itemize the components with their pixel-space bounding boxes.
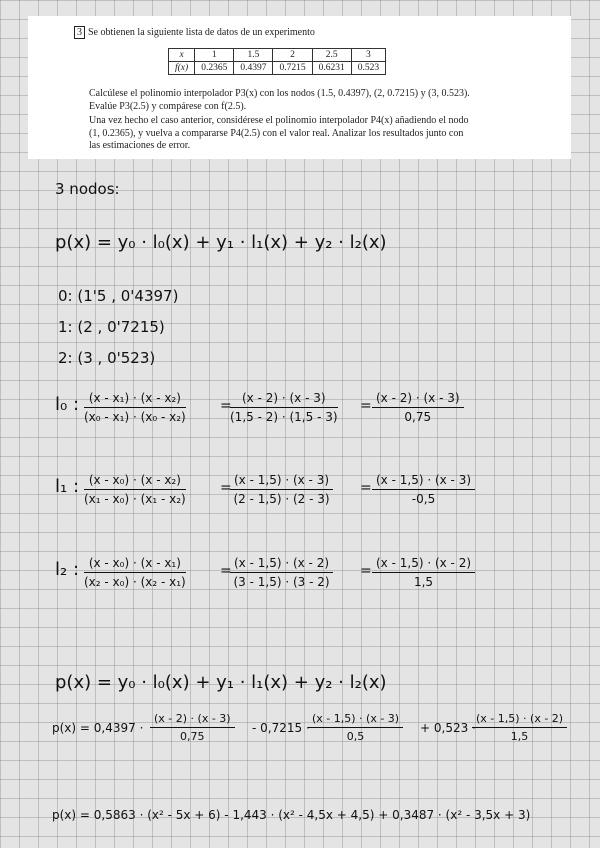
subst-term-3: [472, 712, 567, 743]
table-cell: 0.7215: [273, 62, 312, 75]
l1-den-simplified: -0,5: [411, 492, 436, 506]
l1-label: l₁ :: [55, 476, 80, 497]
table-cell: 0.6231: [312, 62, 351, 75]
l0-den-simplified: 0,75: [404, 410, 432, 424]
equals-sign: =: [360, 563, 372, 579]
table-cell: 1.5: [234, 49, 273, 62]
paragraph-line: Calcúlese el polinomio interpolador P3(x) con los nodos (1.5, 0.4397), (2, 0.7215) y (3, 0.523).: [89, 88, 470, 99]
l1-den-general: (x₁ - x₀) · (x₁ - x₂): [84, 492, 186, 506]
table-cell: 3: [351, 49, 385, 62]
table-cell: 0.2365: [195, 62, 234, 75]
node-2: 2: (3 , 0'523): [58, 349, 156, 367]
l0-den-subst: (1,5 - 2) · (1,5 - 3): [230, 410, 338, 424]
l1-num-simplified: (x - 1,5) · (x - 3): [372, 473, 475, 490]
l2-num-simplified: (x - 1,5) · (x - 2): [372, 556, 475, 573]
table-cell: f(x): [169, 62, 195, 75]
l2-num-general: (x - x₀) · (x - x₁): [84, 556, 186, 573]
l1-fraction-subst: [230, 473, 333, 506]
l2-den-subst: (3 - 1,5) · (3 - 2): [233, 575, 330, 589]
l0-fraction-simplified: [372, 391, 464, 424]
table-cell: 2: [273, 49, 312, 62]
l0-num-general: (x - x₁) · (x - x₂): [84, 391, 186, 408]
subst-mid-2: + 0,523 ·: [420, 721, 476, 735]
equals-sign: =: [220, 563, 232, 579]
l2-num-subst: (x - 1,5) · (x - 2): [230, 556, 333, 573]
paragraph-line: las estimaciones de error.: [89, 140, 191, 151]
paragraph-1: [89, 88, 470, 113]
subst-term-1-den: 0,75: [180, 730, 205, 743]
l2-fraction-general: [84, 556, 186, 589]
problem-intro: [74, 26, 315, 40]
equals-sign: =: [220, 480, 232, 496]
subst-term-2: [308, 712, 403, 743]
l2-fraction-simplified: [372, 556, 475, 589]
problem-number: 3: [74, 26, 85, 39]
l1-num-subst: (x - 1,5) · (x - 3): [230, 473, 333, 490]
table-cell: 2.5: [312, 49, 351, 62]
l2-fraction-subst: [230, 556, 333, 589]
subst-term-1-num: (x - 2) · (x - 3): [150, 712, 235, 728]
subst-term-3-den: 1,5: [510, 730, 529, 743]
l1-fraction-simplified: [372, 473, 475, 506]
l0-num-subst: (x - 2) · (x - 3): [230, 391, 338, 408]
equals-sign: =: [360, 398, 372, 414]
paragraph-line: Evalúe P3(2.5) y compárese con f(2.5).: [89, 100, 247, 112]
problem-intro-text: Se obtienen la siguiente lista de datos de un experimento: [88, 27, 315, 38]
paragraph-line: Una vez hecho el caso anterior, considérese el polinomio interpolador P4(x) añadiendo el nodo: [89, 115, 469, 126]
l2-den-simplified: 1,5: [413, 575, 434, 589]
table-cell: 1: [195, 49, 234, 62]
data-table: [168, 48, 386, 75]
formula-lagrange-2: p(x) = y₀ · l₀(x) + y₁ · l₁(x) + y₂ · l₂(x): [55, 672, 387, 693]
l2-label: l₂ :: [55, 559, 80, 580]
formula-lagrange: p(x) = y₀ · l₀(x) + y₁ · l₁(x) + y₂ · l₂(x): [55, 232, 387, 253]
subst-lead: p(x) = 0,4397 ·: [52, 721, 144, 735]
l0-fraction-general: [84, 391, 186, 424]
table-cell: 0.523: [351, 62, 385, 75]
l1-num-general: (x - x₀) · (x - x₂): [84, 473, 186, 490]
equals-sign: =: [220, 398, 232, 414]
l1-fraction-general: [84, 473, 186, 506]
paragraph-line: (1, 0.2365), y vuelva a compararse P4(2.5) con el valor real. Analizar los resultados junto con: [89, 127, 464, 139]
l2-den-general: (x₂ - x₀) · (x₂ - x₁): [84, 575, 186, 589]
equals-sign: =: [360, 480, 372, 496]
subst-term-1: [150, 712, 235, 743]
l0-fraction-subst: [230, 391, 338, 424]
paragraph-2: [89, 115, 468, 153]
l0-label: l₀ :: [55, 394, 80, 415]
subst-term-2-num: (x - 1,5) · (x - 3): [308, 712, 403, 728]
table-header-row: [169, 49, 386, 62]
table-cell: 0.4397: [234, 62, 273, 75]
notes-heading: 3 nodos:: [55, 180, 120, 198]
subst-term-3-num: (x - 1,5) · (x - 2): [472, 712, 567, 728]
l1-den-subst: (2 - 1,5) · (2 - 3): [233, 492, 330, 506]
l0-num-simplified: (x - 2) · (x - 3): [372, 391, 464, 408]
l0-den-general: (x₀ - x₁) · (x₀ - x₂): [84, 410, 186, 424]
node-1: 1: (2 , 0'7215): [58, 318, 165, 336]
subst-mid-1: - 0,7215 ·: [252, 721, 310, 735]
table-cell: x: [169, 49, 195, 62]
table-row: [169, 62, 386, 75]
expanded-polynomial: p(x) = 0,5863 · (x² - 5x + 6) - 1,443 · (x² - 4,5x + 4,5) + 0,3487 · (x² - 3,5x + 3): [52, 808, 531, 822]
subst-term-2-den: 0,5: [346, 730, 365, 743]
node-0: 0: (1'5 , 0'4397): [58, 287, 179, 305]
